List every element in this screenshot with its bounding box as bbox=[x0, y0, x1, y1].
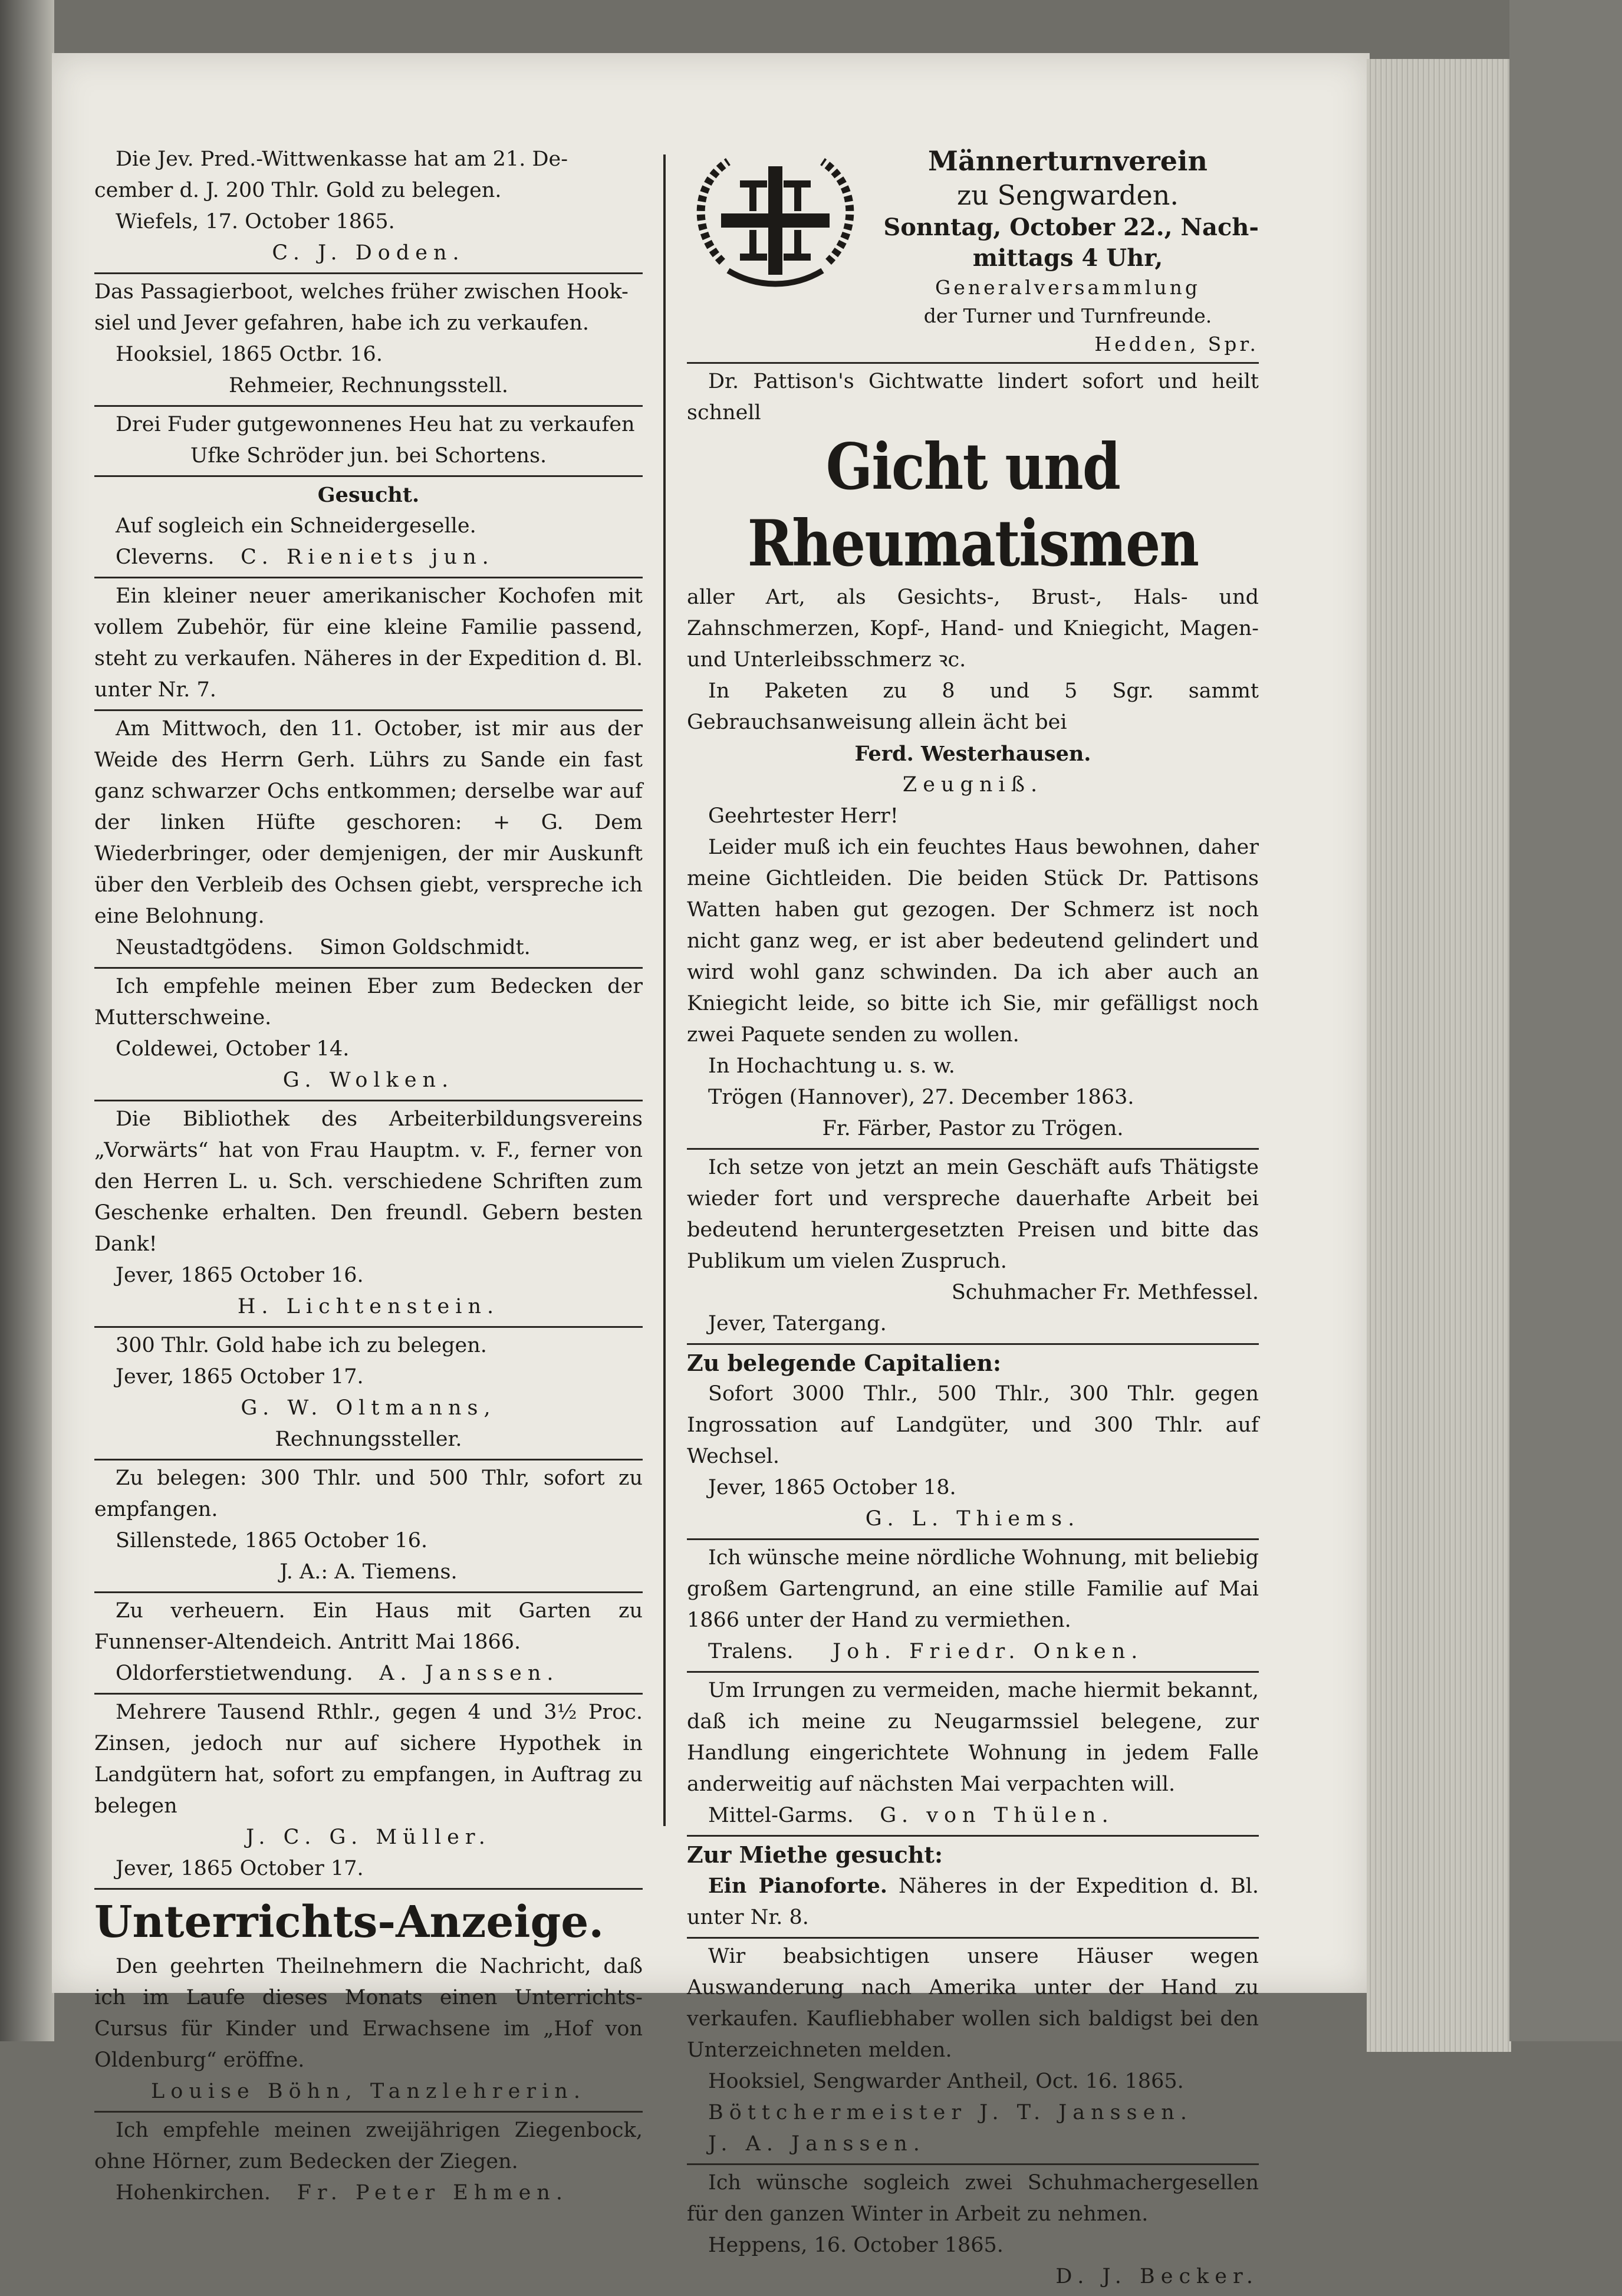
ad-capitalien: Zu belegende Capitalien: Sofort 3000 Thlr., 500 Thlr., 300 Thlr. gegen Ingrossation auf Landgüter, und 300 Thlr. auf Wechsel. Jever, 1865 October 18. G. L. Thiems. bbox=[687, 1345, 1259, 1540]
ad-oltmanns: 300 Thlr. Gold habe ich zu belegen. Jever, 1865 October 17. G. W. Oltmanns, Rechnungssteller. bbox=[94, 1328, 643, 1461]
book-cover-board bbox=[1509, 0, 1622, 2041]
ad-verheuern: Zu verheuern. Ein Haus mit Garten zu Funnenser-Altendeich. Antritt Mai 1866. Oldorferstietwendung. A. Janssen. bbox=[94, 1593, 643, 1695]
ad-kochofen: Ein kleiner neuer amerikanischer Kochofen mit vollem Zubehör, für eine kleine Familie passend, steht zu verkaufen. Näheres in der Expedition d. Bl. unter Nr. 7. bbox=[94, 578, 643, 711]
turner-cross-wreath-icon bbox=[687, 144, 864, 297]
unterricht-heading: Unterrichts-Anzeige. bbox=[94, 1897, 604, 1948]
ad-ziegenbock: Ich empfehle meinen zweijährigen Ziegenbock, ohne Hörner, zum Bedecken der Ziegen. Hohenkirchen. Fr. Peter Ehmen. bbox=[94, 2119, 643, 2205]
ad-pianoforte: Zur Miethe gesucht: Ein Pianoforte. Näheres in der Expedition d. Bl. unter Nr. 8. bbox=[687, 1837, 1259, 1939]
ad-maennerturnverein: Männerturnverein zu Sengwarden. Sonntag, October 22., Nach- mittags 4 Uhr, Generalversammlung der Turner und Turnfreunde. Hedden, Spr. bbox=[687, 142, 1259, 364]
ad-bibliothek: Die Bibliothek des Arbeiterbildungsvereins „Vorwärts“ hat von Frau Hauptm. v. F., ferner von den Herren L. u. Sch. verschiedene Schriften zum Geschenke erhalten. Den freundl. Gebern besten Dank! Jever, 1865 October 16. H. Lichtenstein. bbox=[94, 1101, 643, 1328]
ad-hypothek: Mehrere Tausend Rthlr., gegen 4 und 3½ Proc. Zinsen, jedoch nur auf sichere Hypothek in Landgütern hat, sofort zu empfangen, in Auftrag zu belegen J. C. G. Müller. Jever, 1865 October 17. bbox=[94, 1695, 643, 1890]
ad-unterricht: Unterrichts-Anzeige. Den geehrten Theilnehmern die Nachricht, daß ich im Laufe dieses Monats einen Unterrichts-Cursus für Kinder und Erwachsene im „Hof von Oldenburg“ eröffne. Louise Böhn, Tanzlehrerin. bbox=[94, 1890, 643, 2113]
ad-schuhmachergesellen: Ich wünsche sogleich zwei Schuhmachergesellen für den ganzen Winter in Arbeit zu nehmen. Heppens, 16. October 1865. D. J. Becker. bbox=[687, 2171, 1259, 2288]
ad-auswanderung: Wir beabsichtigen unsere Häuser wegen Auswanderung nach Amerika unter der Hand zu verkaufen. Kaufliebhaber wollen sich baldigst bei den Unterzeichneten melden. Hooksiel, Sengwarder Antheil, Oct. 16. 1865. Böttchermeister J. T. Janssen. J. A. Janssen. bbox=[687, 1939, 1259, 2165]
ad-gichtwatte: Dr. Pattison's Gichtwatte lindert sofort und heilt schnell Gicht und Rheumatismen aller Art, als Gesichts-, Brust-, Hals- und Zahnschmerzen, Kopf-, Hand- und Kniegicht, Magen- und Unterleibsschmerz ꝛc. In Paketen zu 8 und 5 Sgr. sammt Gebrauchsanweisung allein ächt bei Ferd. Westerhausen. Zeugniß. Geehrtester Herr! Leider muß ich ein feuchtes Haus bewohnen, daher meine Gichtleiden. Die beiden Stück Dr. Pattisons Watten haben gut gezogen. Der Schmerz ist noch nicht ganz weg, er ist aber bedeutend gelindert und wird wohl ganz schwinden. Da ich aber auch an Kniegicht leide, so bitte ich Sie, mir gefälligst noch zwei Paquete senden zu wollen. In Hochachtung u. s. w. Trögen (Hannover), 27. December 1863. Fr. Färber, Pastor zu Trögen. bbox=[687, 364, 1259, 1150]
ad-irrungen: Um Irrungen zu vermeiden, mache hiermit bekannt, daß ich meine zu Neugarmssiel belegene, zur Handlung eingerichtete Wohnung in jedem Falle anderweitig auf nächsten Mai verpachten will. Mittel-Garms. G. von Thülen. bbox=[687, 1673, 1259, 1837]
ad-passagierboot: Das Passagierboot, welches früher zwischen Hook- siel und Jever gefahren, habe ich zu verkaufen. Hooksiel, 1865 Octbr. 16. Rehmeier, Rechnungsstell. bbox=[94, 274, 643, 407]
ad-schuhmacher: Ich setze von jetzt an mein Geschäft aufs Thätigste wieder fort und verspreche dauerhafte Arbeit bei bedeutend heruntergesetzten Preisen und bitte das Publikum um vielen Zuspruch. Schuhmacher Fr. Methfessel. Jever, Tatergang. bbox=[687, 1150, 1259, 1345]
ad-wohnung: Ich wünsche meine nördliche Wohnung, mit beliebig großem Gartengrund, an eine stille Familie auf Mai 1866 unter der Hand zu vermiethen. Tralens. Joh. Friedr. Onken. bbox=[687, 1540, 1259, 1673]
ad-gesucht: Gesucht. Auf sogleich ein Schneidergeselle. Cleverns. C. Rieniets jun. bbox=[94, 477, 643, 578]
scan-background-left bbox=[0, 0, 54, 2041]
right-column bbox=[687, 142, 1259, 2296]
left-column bbox=[94, 142, 643, 2212]
column-rule bbox=[663, 154, 666, 1826]
book-page-edges bbox=[1367, 59, 1511, 2052]
gicht-heading: Gicht und Rheumatismen bbox=[747, 430, 1199, 581]
ad-heu: Drei Fuder gutgewonnenes Heu hat zu verkaufen Ufke Schröder jun. bei Schortens. bbox=[94, 407, 643, 477]
ad-zu-belegen: Zu belegen: 300 Thlr. und 500 Thlr, sofort zu empfangen. Sillenstede, 1865 October 16. J. A.: A. Tiemens. bbox=[94, 1461, 643, 1593]
ad-witwenkasse: Die Jev. Pred.-Wittwenkasse hat am 21. De- cember d. J. 200 Thlr. Gold zu belegen. Wiefels, 17. October 1865. C. J. Doden. bbox=[94, 142, 643, 274]
ad-eber: Ich empfehle meinen Eber zum Bedecken der Mutterschweine. Coldewei, October 14. G. Wolken. bbox=[94, 969, 643, 1101]
ad-ochs: Am Mittwoch, den 11. October, ist mir aus der Weide des Herrn Gerh. Lührs zu Sande ein fast ganz schwarzer Ochs entkommen; derselbe war auf der linken Hüfte geschoren: + G. Dem Wiederbringer, oder demjenigen, der mir Auskunft über den Verbleib des Ochsen giebt, verspreche ich eine Belohnung. Neustadtgödens. Simon Goldschmidt. bbox=[94, 711, 643, 969]
